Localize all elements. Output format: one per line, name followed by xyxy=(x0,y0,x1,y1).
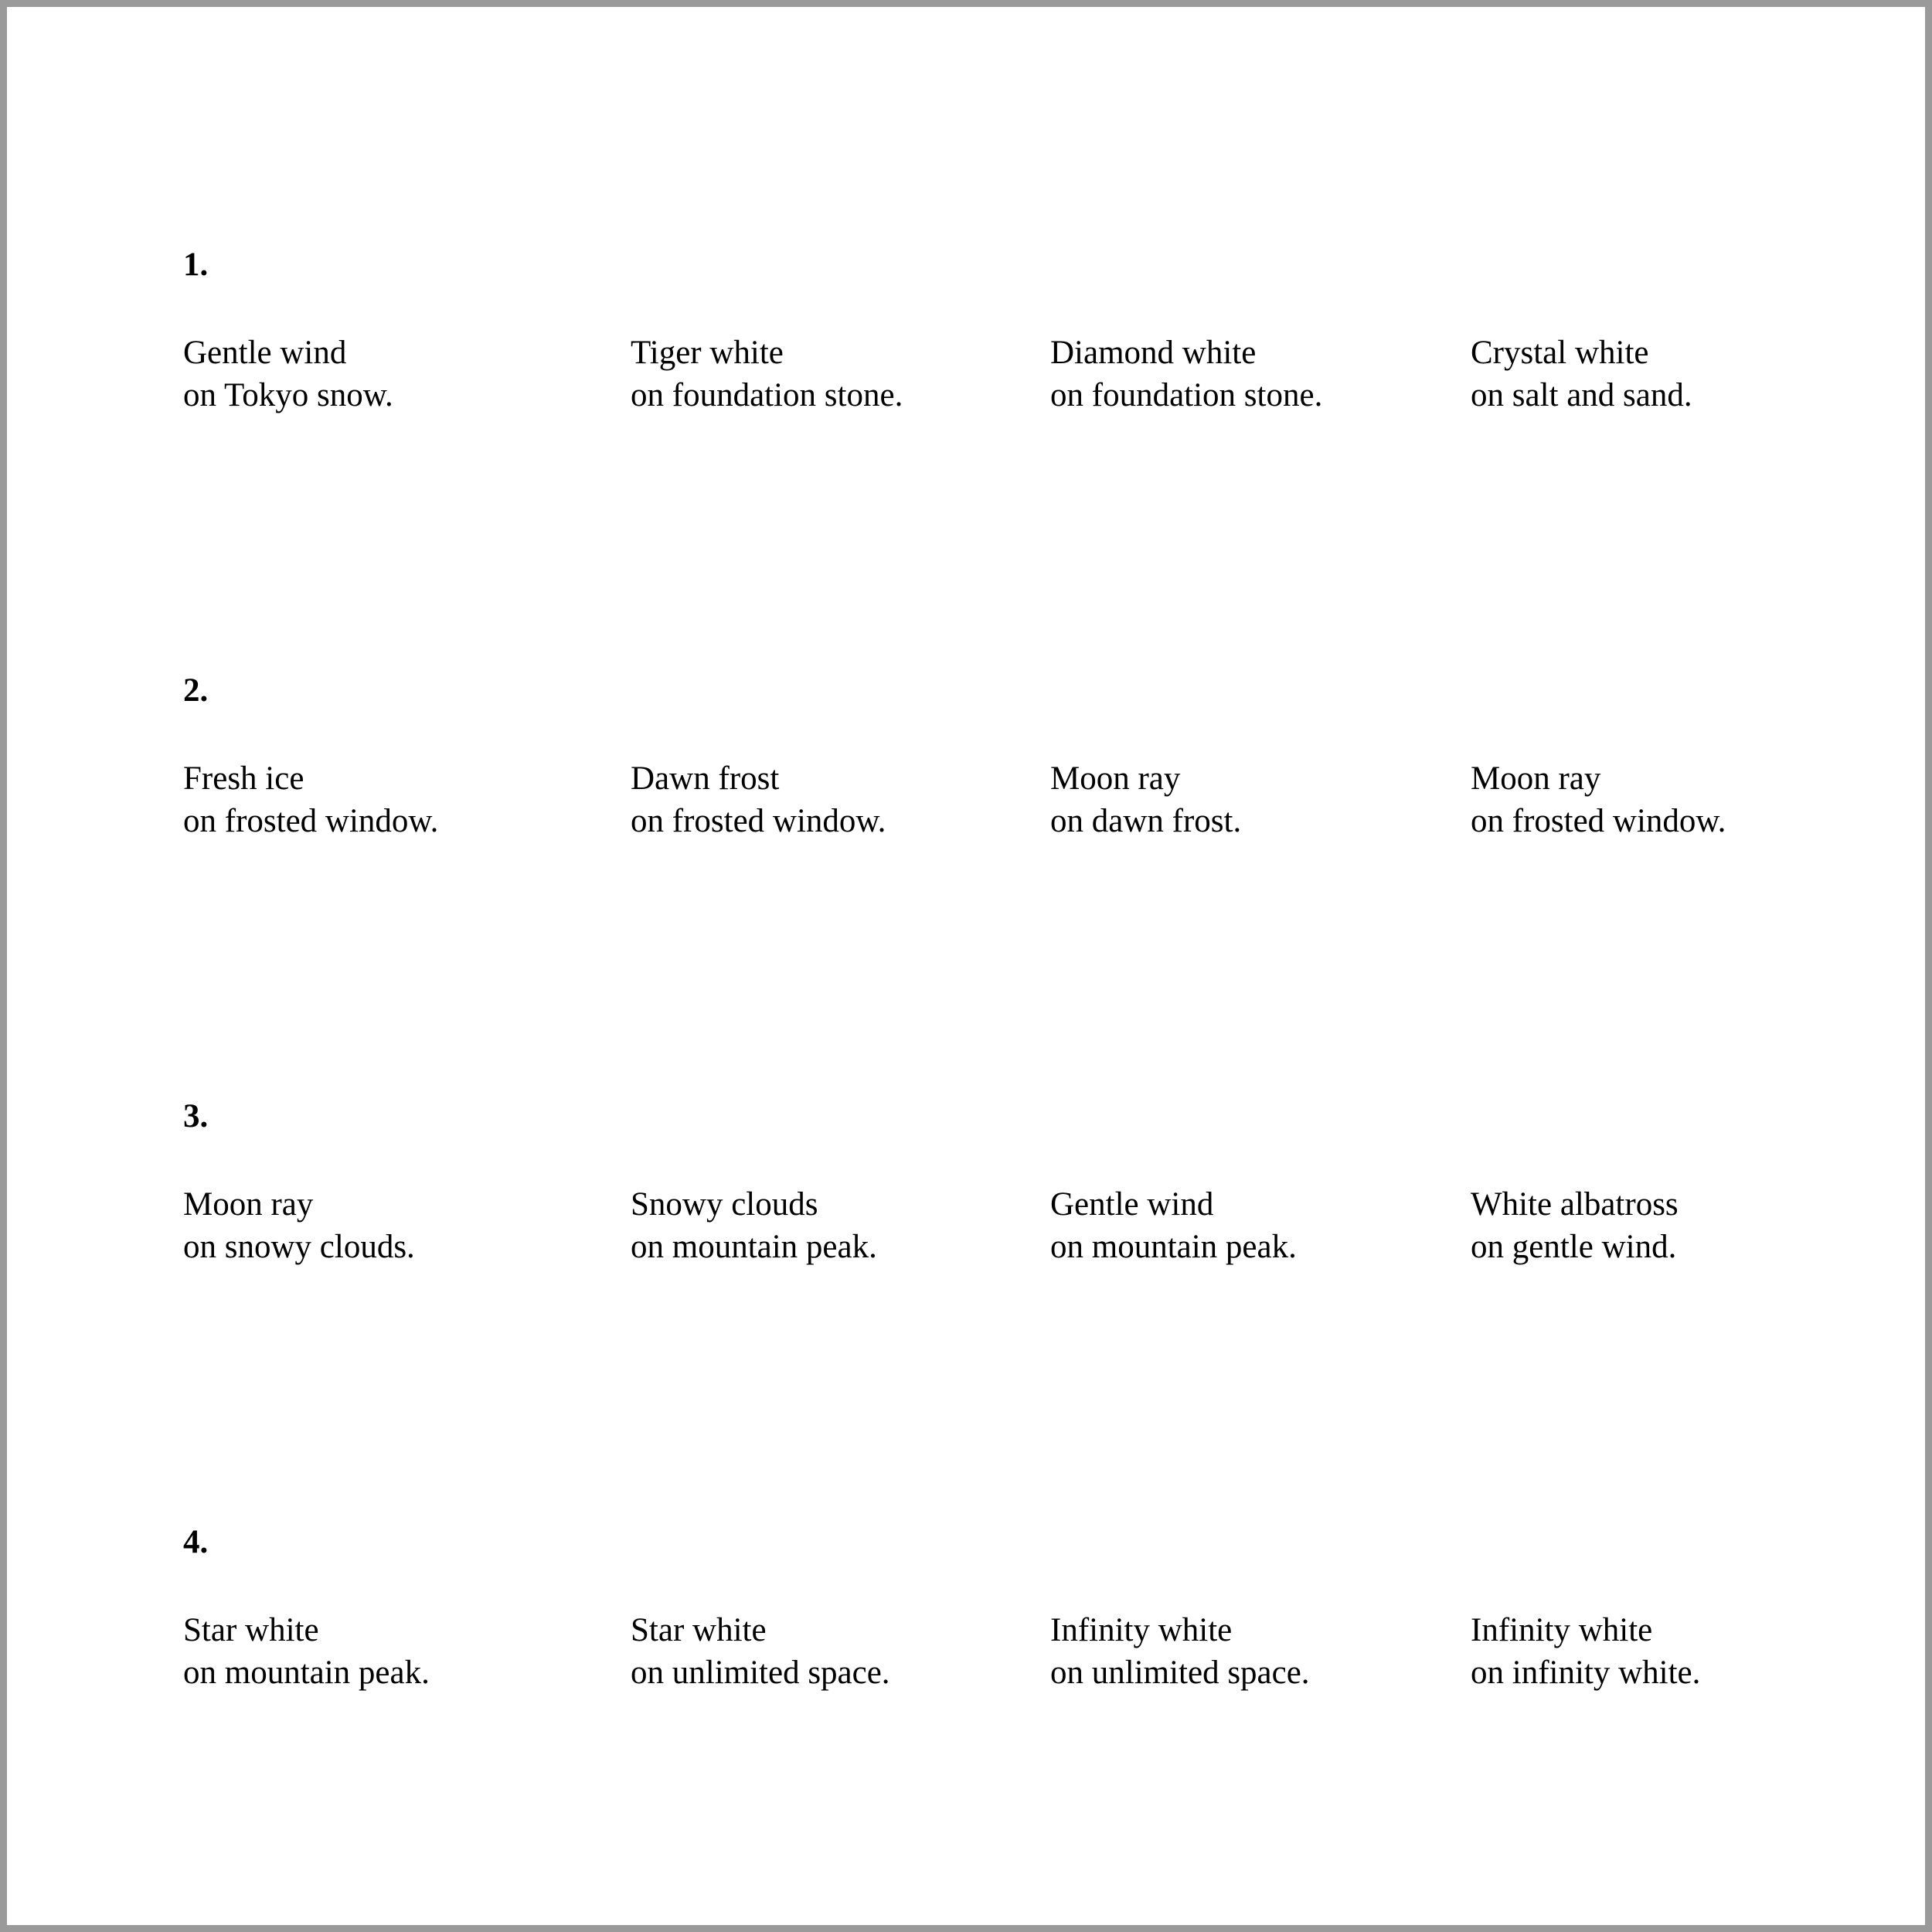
poem-line-2: on snowy clouds. xyxy=(183,1229,415,1265)
poem-line-1: Infinity white xyxy=(1050,1612,1233,1648)
poem-line-2: on Tokyo snow. xyxy=(183,377,393,413)
poem xyxy=(631,332,903,417)
poem-line-2: on mountain peak. xyxy=(631,1229,877,1265)
poem-line-2: on salt and sand. xyxy=(1471,377,1692,413)
poem-line-2: on frosted window. xyxy=(631,803,886,839)
section-number: 3. xyxy=(183,1098,209,1134)
poem-line-1: Moon ray xyxy=(1471,760,1601,797)
poem xyxy=(1471,1609,1700,1694)
poem xyxy=(631,757,886,842)
poem-line-1: Moon ray xyxy=(183,1186,314,1223)
poem xyxy=(1050,757,1241,842)
section-number: 2. xyxy=(183,672,209,709)
poem xyxy=(631,1183,877,1268)
poem-line-2: on dawn frost. xyxy=(1050,803,1242,839)
poem xyxy=(183,332,393,417)
poem-line-2: on infinity white. xyxy=(1471,1655,1701,1691)
poem-line-2: on foundation stone. xyxy=(1050,377,1323,413)
poem xyxy=(1050,332,1322,417)
poem xyxy=(183,1609,430,1694)
poem-line-1: Star white xyxy=(631,1612,767,1648)
poem-line-1: Moon ray xyxy=(1050,760,1181,797)
poem-line-1: Fresh ice xyxy=(183,760,304,797)
poem xyxy=(1471,1183,1679,1268)
poem xyxy=(1050,1609,1310,1694)
poem-line-2: on mountain peak. xyxy=(183,1655,430,1691)
poem-line-2: on unlimited space. xyxy=(631,1655,890,1691)
poem-line-1: Infinity white xyxy=(1471,1612,1653,1648)
poem-line-2: on mountain peak. xyxy=(1050,1229,1297,1265)
poem-line-1: Dawn frost xyxy=(631,760,780,797)
poem xyxy=(183,757,438,842)
poem xyxy=(1471,757,1726,842)
poem-line-2: on unlimited space. xyxy=(1050,1655,1310,1691)
poem-line-1: Gentle wind xyxy=(1050,1186,1214,1223)
section-number: 1. xyxy=(183,247,209,283)
poem-line-2: on frosted window. xyxy=(1471,803,1726,839)
section-number: 4. xyxy=(183,1524,209,1560)
poem-line-1: Crystal white xyxy=(1471,335,1649,371)
poem-line-1: Star white xyxy=(183,1612,319,1648)
poem xyxy=(1471,332,1692,417)
poem-line-1: Snowy clouds xyxy=(631,1186,818,1223)
poem-line-2: on foundation stone. xyxy=(631,377,903,413)
poem xyxy=(631,1609,890,1694)
poem xyxy=(183,1183,415,1268)
poem-line-2: on gentle wind. xyxy=(1471,1229,1677,1265)
poem-line-1: White albatross xyxy=(1471,1186,1679,1223)
poem xyxy=(1050,1183,1297,1268)
poem-line-1: Diamond white xyxy=(1050,335,1257,371)
poem-line-2: on frosted window. xyxy=(183,803,439,839)
poem-line-1: Gentle wind xyxy=(183,335,347,371)
poem-line-1: Tiger white xyxy=(631,335,784,371)
